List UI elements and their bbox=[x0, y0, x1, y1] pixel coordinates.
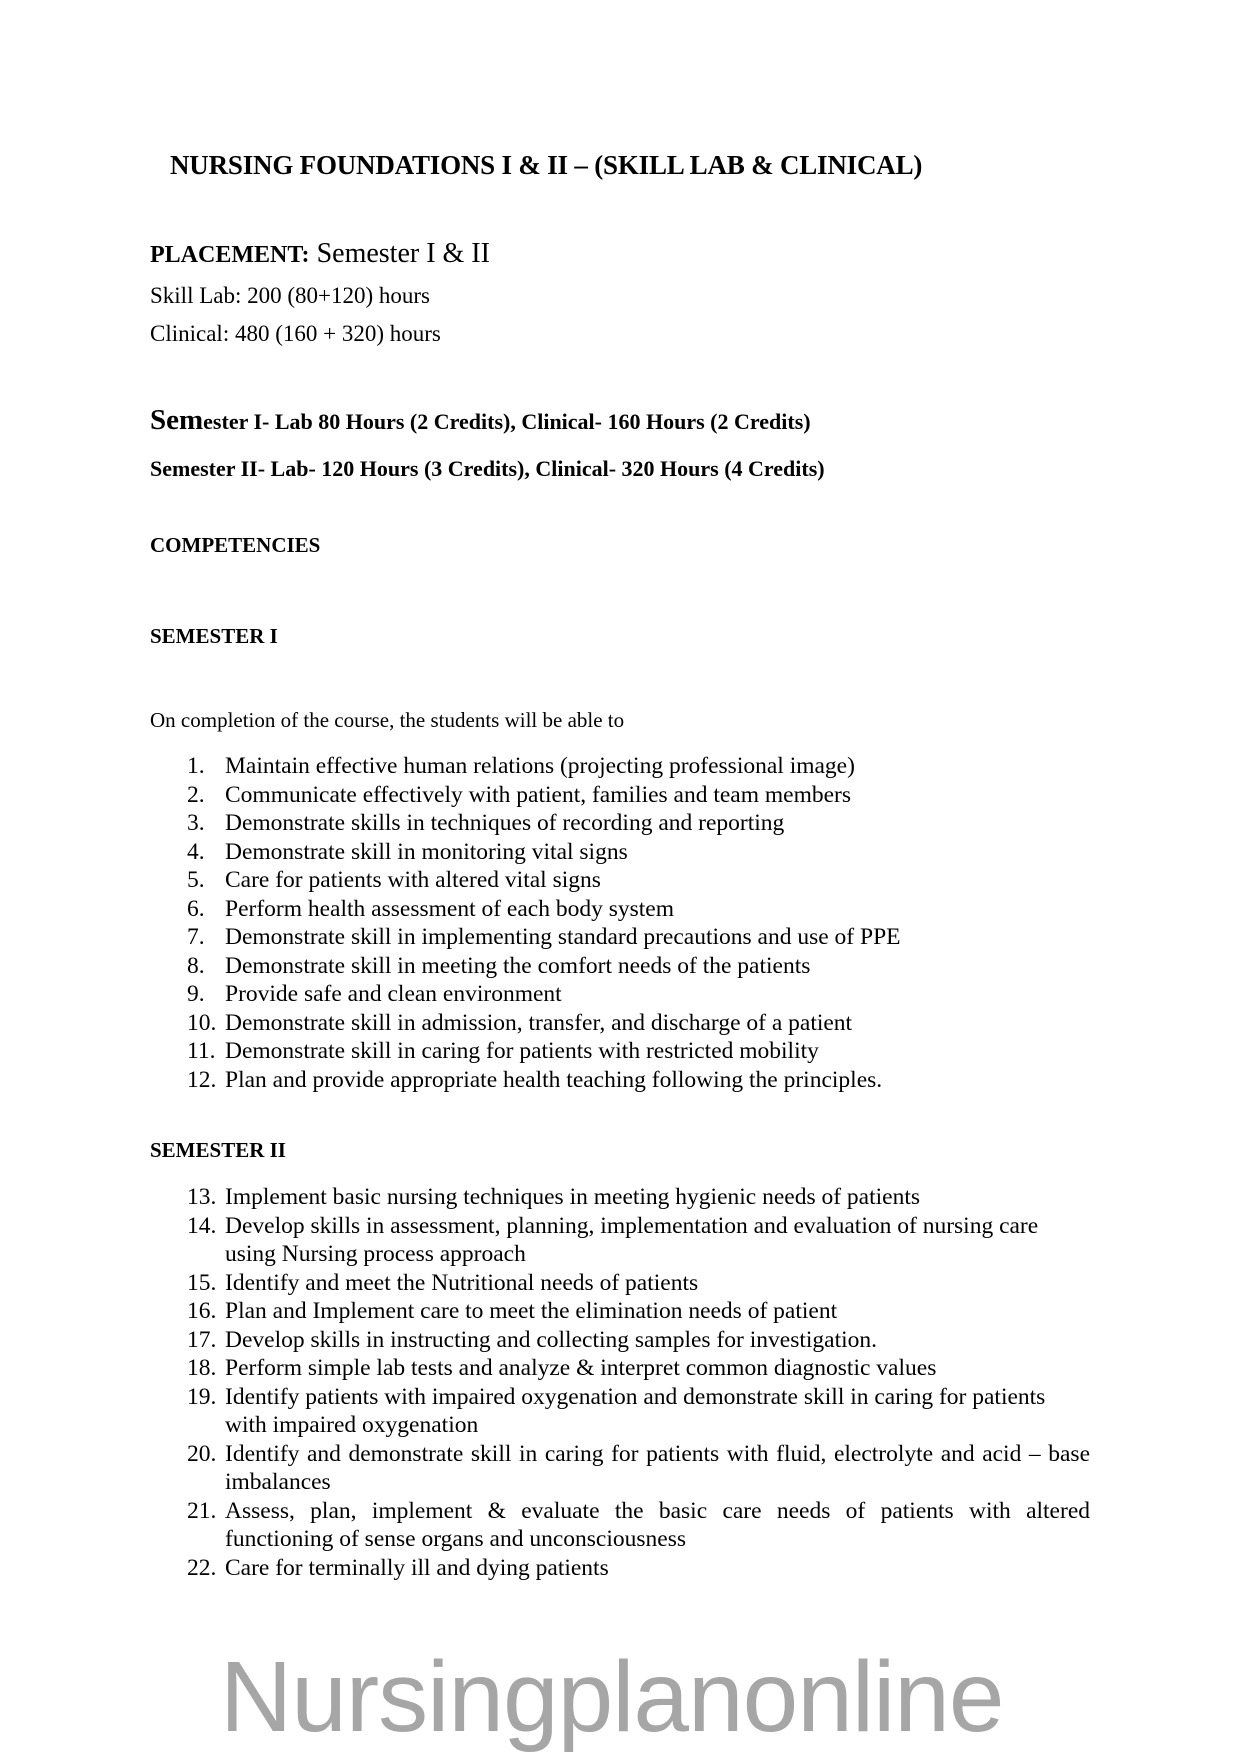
item-text: Communicate effectively with patient, families and team members bbox=[225, 781, 852, 808]
item-text: Implement basic nursing techniques in meeting hygienic needs of patients bbox=[225, 1184, 921, 1210]
item-number: 21. bbox=[187, 1497, 217, 1524]
item-number: 20. bbox=[187, 1440, 217, 1467]
placement-line bbox=[150, 238, 490, 270]
item-text: Demonstrate skills in techniques of recording and reporting bbox=[225, 810, 785, 836]
item-number: 10. bbox=[187, 1009, 217, 1036]
item-text: Demonstrate skill in implementing standard precautions and use of PPE bbox=[225, 924, 901, 950]
skill-lab-hours: Skill Lab: 200 (80+120) hours bbox=[150, 283, 431, 308]
placement-label: PLACEMENT: bbox=[150, 242, 310, 268]
list-item bbox=[187, 781, 901, 810]
item-number: 7. bbox=[187, 924, 205, 950]
item-number: 13. bbox=[187, 1184, 217, 1210]
item-text: Identify and meet the Nutritional needs of patients bbox=[225, 1269, 699, 1296]
list-item bbox=[187, 809, 901, 838]
list-item bbox=[187, 1037, 901, 1066]
list-item bbox=[187, 1326, 1090, 1355]
item-number: 1. bbox=[187, 753, 205, 779]
list-item bbox=[187, 866, 901, 895]
item-text: Identify patients with impaired oxygenation and demonstrate skill in caring for patients with impaired oxygenation bbox=[225, 1383, 1046, 1438]
list-item bbox=[187, 980, 901, 1009]
list-item bbox=[187, 1440, 1090, 1497]
list-item bbox=[187, 1269, 1090, 1298]
document-title: NURSING FOUNDATIONS I & II – (SKILL LAB & CLINICAL) bbox=[170, 150, 923, 180]
list-item bbox=[187, 1297, 1090, 1326]
semester-2-heading: SEMESTER II bbox=[150, 1138, 286, 1162]
semester-1-summary bbox=[150, 404, 811, 437]
item-text: Develop skills in instructing and collecting samples for investigation. bbox=[225, 1326, 878, 1353]
list-item bbox=[187, 1383, 1090, 1440]
semester-1-prefix: Sem bbox=[150, 404, 204, 436]
item-text: Demonstrate skill in caring for patients with restricted mobility bbox=[225, 1038, 819, 1064]
semester-2-competency-list bbox=[187, 1183, 1090, 1582]
competencies-heading: COMPETENCIES bbox=[150, 533, 321, 557]
list-item bbox=[187, 1183, 1090, 1212]
item-text: Perform simple lab tests and analyze & interpret common diagnostic values bbox=[225, 1355, 937, 1381]
item-number: 6. bbox=[187, 895, 205, 922]
item-number: 4. bbox=[187, 838, 205, 865]
list-item bbox=[187, 895, 901, 924]
item-text: Plan and provide appropriate health teaching following the principles. bbox=[225, 1066, 883, 1093]
item-number: 2. bbox=[187, 781, 205, 808]
item-number: 11. bbox=[187, 1038, 216, 1064]
item-number: 16. bbox=[187, 1298, 217, 1324]
item-text: Plan and Implement care to meet the elimination needs of patient bbox=[225, 1298, 838, 1324]
item-text: Demonstrate skill in meeting the comfort needs of the patients bbox=[225, 952, 811, 979]
list-item bbox=[187, 1009, 901, 1038]
semester-1-heading: SEMESTER I bbox=[150, 624, 278, 648]
item-text: Demonstrate skill in monitoring vital signs bbox=[225, 838, 628, 865]
item-text: Maintain effective human relations (projecting professional image) bbox=[225, 753, 855, 779]
item-text: Develop skills in assessment, planning, implementation and evaluation of nursing care using Nursing process approach bbox=[225, 1212, 1039, 1267]
semester-1-competency-list bbox=[187, 752, 901, 1094]
item-number: 14. bbox=[187, 1212, 217, 1239]
item-number: 9. bbox=[187, 981, 205, 1007]
item-text: Provide safe and clean environment bbox=[225, 981, 562, 1007]
list-item bbox=[187, 1212, 1090, 1269]
item-number: 3. bbox=[187, 810, 205, 836]
item-text: Care for terminally ill and dying patients bbox=[225, 1554, 609, 1581]
semester-1-rest: ester I- Lab 80 Hours (2 Credits), Clinical- 160 Hours (2 Credits) bbox=[203, 409, 811, 434]
list-item bbox=[187, 838, 901, 867]
item-number: 5. bbox=[187, 867, 205, 893]
item-number: 18. bbox=[187, 1355, 217, 1381]
list-item bbox=[187, 1354, 1090, 1383]
list-item bbox=[187, 923, 901, 952]
item-number: 12. bbox=[187, 1066, 217, 1093]
list-item bbox=[187, 1066, 901, 1095]
clinical-hours: Clinical: 480 (160 + 320) hours bbox=[150, 321, 441, 346]
placement-value: Semester I & II bbox=[309, 238, 490, 269]
item-number: 22. bbox=[187, 1554, 217, 1581]
item-text: Demonstrate skill in admission, transfer, and discharge of a patient bbox=[225, 1009, 853, 1036]
intro-text: On completion of the course, the students will be able to bbox=[150, 708, 625, 732]
list-item bbox=[187, 752, 901, 781]
item-number: 8. bbox=[187, 952, 205, 979]
watermark: Nursingplanonline bbox=[220, 1641, 1004, 1753]
list-item bbox=[187, 1497, 1090, 1554]
item-text: Care for patients with altered vital signs bbox=[225, 867, 601, 893]
list-item bbox=[187, 1554, 1090, 1583]
list-item bbox=[187, 952, 901, 981]
item-text: Assess, plan, implement & evaluate the basic care needs of patients with altered functioning of sense organs and unconsciousness bbox=[225, 1497, 1090, 1552]
item-text: Perform health assessment of each body system bbox=[225, 895, 675, 922]
semester-2-summary: Semester II- Lab- 120 Hours (3 Credits), Clinical- 320 Hours (4 Credits) bbox=[150, 456, 825, 481]
item-text: Identify and demonstrate skill in caring for patients with fluid, electrolyte and acid – base imbalances bbox=[225, 1440, 1090, 1495]
item-number: 17. bbox=[187, 1326, 217, 1353]
item-number: 19. bbox=[187, 1383, 217, 1410]
item-number: 15. bbox=[187, 1269, 217, 1296]
